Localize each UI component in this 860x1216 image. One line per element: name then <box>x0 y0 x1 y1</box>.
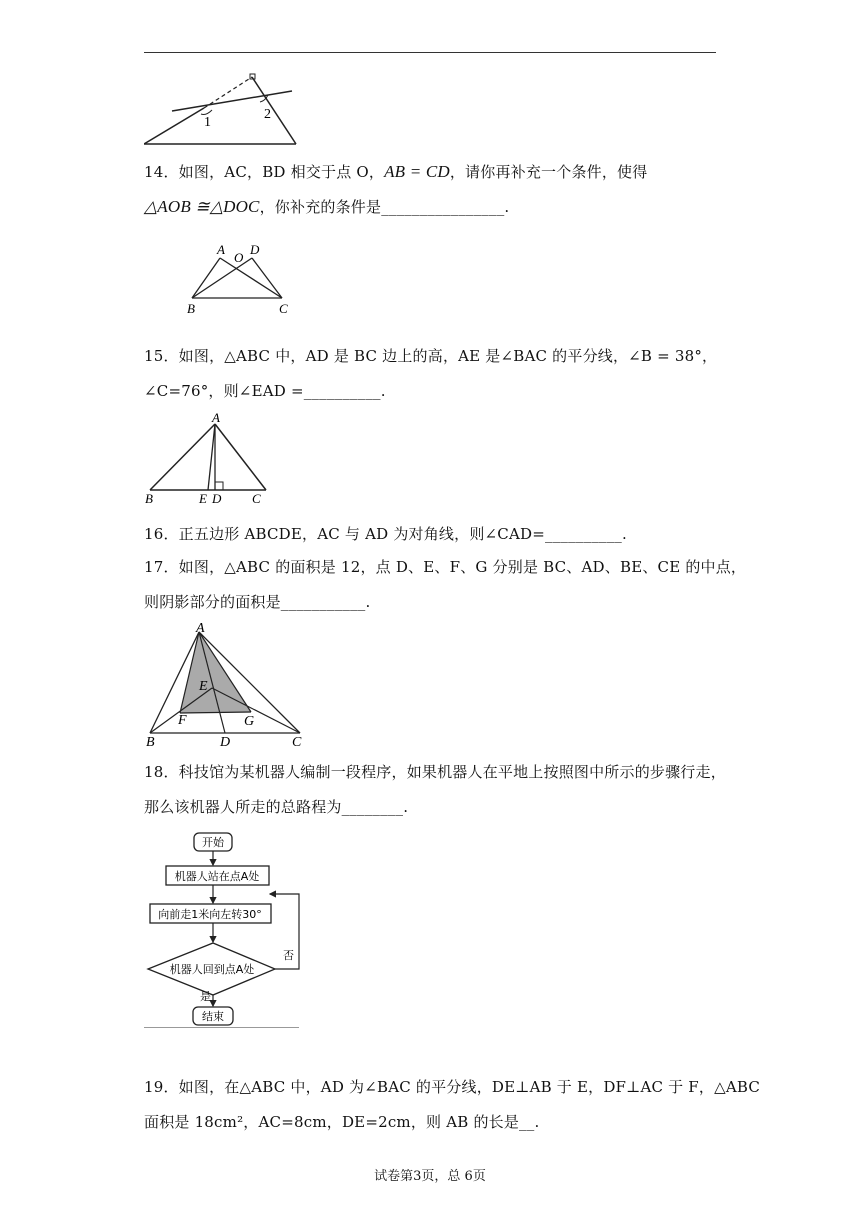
q15-figure <box>142 410 272 506</box>
q18-flowchart <box>144 828 304 1028</box>
q15-label-C: C <box>252 491 261 506</box>
q17-label-C: C <box>292 735 302 750</box>
question-15-line2: ∠C=76°，则∠EAD =__________. <box>144 382 386 400</box>
question-14-line2 <box>144 197 509 217</box>
question-17-line1: 17．如图，△ABC 的面积是 12，点 D、E、F、G 分别是 BC、AD、BE、CE 的中点， <box>144 558 747 576</box>
q17-label-E: E <box>199 679 208 694</box>
q17-label-A: A <box>196 621 205 636</box>
question-17-line2: 则阴影部分的面积是___________. <box>144 593 371 611</box>
question-15-line1: 15．如图，△ABC 中，AD 是 BC 边上的高，AE 是∠BAC 的平分线，∠B = 38°， <box>144 347 718 365</box>
flow-step2-label: 向前走1米向左转30° <box>158 908 262 921</box>
q14-label-C: C <box>279 301 288 316</box>
q17-label-F: F <box>178 713 187 728</box>
flow-yes-label: 是 <box>200 990 211 1003</box>
q14-condition: AB = CD <box>384 162 450 181</box>
flowchart-baseline <box>144 1027 299 1028</box>
q14-label-O: O <box>234 250 244 265</box>
header-rule <box>144 52 716 53</box>
q14-text-a: 14．如图，AC，BD 相交于点 O， <box>144 163 385 181</box>
q17-label-B: B <box>146 735 155 750</box>
question-16-line1: 16．正五边形 ABCDE，AC 与 AD 为对角线，则∠CAD=__________. <box>144 525 627 543</box>
flow-end-label: 结束 <box>202 1010 224 1023</box>
q15-label-B: B <box>145 491 153 506</box>
q14-text-b: ，请你再补充一个条件，使得 <box>449 163 648 181</box>
flow-no-label: 否 <box>283 949 294 962</box>
page-footer: 试卷第3页，总 6页 <box>374 1169 486 1184</box>
q14-figure <box>184 242 304 318</box>
q17-label-G: G <box>244 714 255 729</box>
q14-label-A: A <box>217 242 225 257</box>
angle-2-label: 2 <box>264 107 271 122</box>
question-18-line2: 那么该机器人所走的总路程为________. <box>144 798 409 816</box>
question-19-line2: 面积是 18cm²，AC=8cm，DE=2cm，则 AB 的长是__. <box>144 1113 540 1131</box>
question-18-line1: 18．科技馆为某机器人编制一段程序，如果机器人在平地上按照图中所示的步骤行走， <box>144 763 726 781</box>
question-19-line1: 19．如图，在△ABC 中，AD 为∠BAC 的平分线，DE⊥AB 于 E，DF⊥AC 于 F，△ABC <box>144 1078 761 1096</box>
flow-decision-label: 机器人回到点A处 <box>169 963 255 976</box>
q15-label-E: E <box>199 491 207 506</box>
q14-label-D: D <box>250 242 260 257</box>
q17-figure <box>142 620 312 750</box>
q14-congruence: △AOB ≅△DOC <box>144 197 260 216</box>
flow-start-label: 开始 <box>202 836 224 849</box>
angle-1-label: 1 <box>204 115 211 130</box>
q13-figure <box>144 70 304 148</box>
q14-blank-text: ，你补充的条件是________________. <box>259 198 510 216</box>
q15-label-D: D <box>212 491 222 506</box>
q15-label-A: A <box>212 410 220 425</box>
flow-step1-label: 机器人站在点A处 <box>174 870 260 883</box>
q17-label-D: D <box>220 735 231 750</box>
question-14-line1 <box>144 162 647 182</box>
q14-label-B: B <box>187 301 195 316</box>
